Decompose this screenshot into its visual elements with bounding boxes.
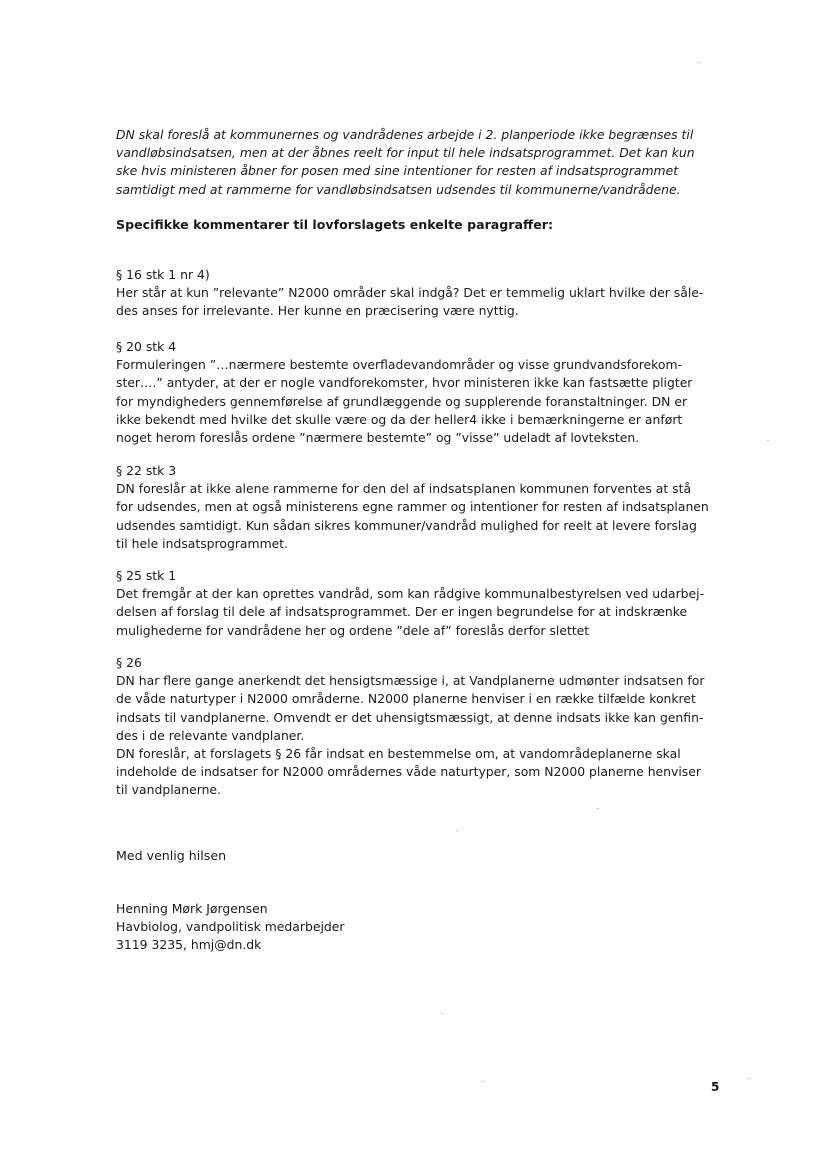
closing-block xyxy=(116,847,726,865)
paragraph-line: des i de relevante vandplaner. xyxy=(116,727,305,743)
paragraph-line: Her står at kun ”relevante” N2000 områder skal indgå? Det er temmelig uklart hvilke der såle- xyxy=(116,285,704,301)
scan-speck xyxy=(482,1081,484,1082)
paragraph-line: for udsendes, men at også ministerens egne rammer og intentioner for resten af indsatsplanen xyxy=(116,499,709,515)
paragraph-line: des anses for irrelevante. Her kunne en præcisering være nyttig. xyxy=(116,303,519,319)
intro-line: samtidigt med at rammerne for vandløbsindsatsen udsendes til kommunerne/vandrådene. xyxy=(116,181,681,197)
paragraph-title: § 25 stk 1 xyxy=(116,568,177,583)
paragraph-line: til vandplanerne. xyxy=(116,782,221,798)
paragraph-line: indeholde de indsatser for N2000 områdernes våde naturtyper, som N2000 planerne henviser xyxy=(116,764,701,780)
section-heading: Specifikke kommentarer til lovforslagets enkelte paragraffer: xyxy=(116,217,553,232)
paragraph-title: § 16 stk 1 nr 4) xyxy=(116,267,210,282)
scan-speck xyxy=(748,1078,750,1079)
paragraph-line: DN foreslår, at forslagets § 26 får indsat en bestemmelse om, at vandområdeplanerne skal xyxy=(116,746,681,762)
paragraph-line: delsen af forslag til dele af indsatsprogrammet. Der er ingen begrundelse for at indskrænke xyxy=(116,604,688,620)
paragraph-title: § 22 stk 3 xyxy=(116,463,177,478)
paragraph-line: indsats til vandplanerne. Omvendt er det uhensigtsmæssigt, at denne indsats ikke kan genfin- xyxy=(116,709,704,725)
paragraph-line: DN har flere gange anerkendt det hensigtsmæssige i, at Vandplanerne udmønter indsatsen for xyxy=(116,673,705,689)
paragraph-line: Det fremgår at der kan oprettes vandråd, som kan rådgive kommunalbestyrelsen ved udarbej- xyxy=(116,586,705,602)
paragraph-line: Formuleringen ”…nærmere bestemte overfladevandområder og visse grundvandsforekom- xyxy=(116,357,683,373)
paragraph-line: mulighederne for vandrådene her og ordene ”dele af” foreslås derfor slettet xyxy=(116,622,590,638)
section-heading-block xyxy=(116,216,726,234)
paragraph-line: DN foreslår at ikke alene rammerne for den del af indsatsplanen kommunen forventes at stå xyxy=(116,481,692,497)
intro-line: DN skal foreslå at kommunernes og vandrådenes arbejde i 2. planperiode ikke begrænses til xyxy=(116,127,694,142)
signature-block xyxy=(116,900,726,955)
paragraph-section xyxy=(116,338,726,447)
intro-line: ske hvis ministeren åbner for posen med sine intentioner for resten af indsatsprogrammet xyxy=(116,163,679,179)
paragraph-line: noget herom foreslås ordene ”nærmere bestemte” og ”visse” udeladt af lovteksten. xyxy=(116,430,640,446)
closing-greeting: Med venlig hilsen xyxy=(116,848,227,863)
paragraph-section xyxy=(116,462,726,553)
signature-contact: 3119 3235, hmj@dn.dk xyxy=(116,937,262,953)
signature-role: Havbiolog, vandpolitisk medarbejder xyxy=(116,919,345,935)
scan-speck xyxy=(767,440,769,441)
scan-speck xyxy=(441,1013,443,1014)
paragraph-title: § 20 stk 4 xyxy=(116,339,177,354)
paragraph-line: for myndigheders gennemførelse af grundlæggende og supplerende foranstaltninger. DN er xyxy=(116,393,688,409)
paragraph-section xyxy=(116,654,726,800)
intro-line: vandløbsindsatsen, men at der åbnes reelt for input til hele indsatsprogrammet. Det kan kun xyxy=(116,145,695,161)
paragraph-section xyxy=(116,266,726,321)
scan-speck xyxy=(698,62,700,63)
paragraph-section xyxy=(116,567,726,640)
intro-paragraph xyxy=(116,126,726,199)
scan-speck xyxy=(456,830,458,831)
paragraph-line: udsendes samtidigt. Kun sådan sikres kommuner/vandråd mulighed for reelt at levere forslag xyxy=(116,517,697,533)
paragraph-line: til hele indsatsprogrammet. xyxy=(116,535,289,551)
scan-speck xyxy=(597,808,599,809)
paragraph-line: ster….” antyder, at der er nogle vandforekomster, hvor ministeren ikke kan fastsætte pligter xyxy=(116,375,693,391)
signature-name: Henning Mørk Jørgensen xyxy=(116,901,268,916)
paragraph-line: de våde naturtyper i N2000 områderne. N2000 planerne henviser i en række tilfælde konkret xyxy=(116,691,696,707)
paragraph-line: ikke bekendt med hvilke det skulle være og da der heller4 ikke i bemærkningerne er anført xyxy=(116,411,683,427)
paragraph-title: § 26 xyxy=(116,655,142,670)
page-number: 5 xyxy=(711,1080,720,1094)
